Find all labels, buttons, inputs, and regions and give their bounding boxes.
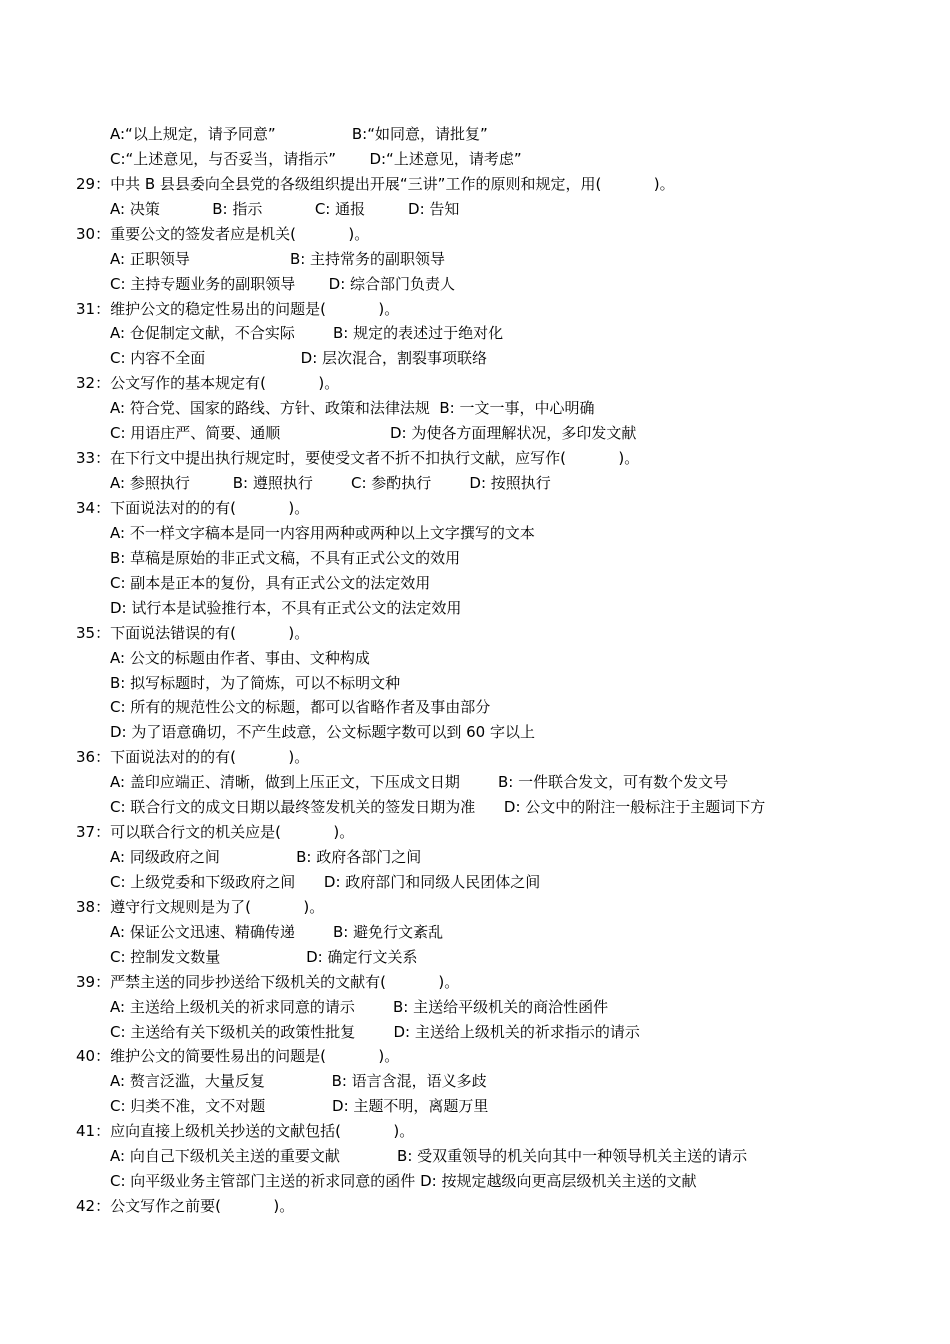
option-line: A: 赘言泛滥，大量反复 B: 语言含混，语义多歧 xyxy=(110,1072,487,1091)
option-line: C: 副本是正本的复份，具有正式公文的法定效用 xyxy=(110,573,431,592)
option-line: A: 仓促制定文献，不合实际 B: 规定的表述过于绝对化 xyxy=(110,324,504,343)
option-line: A: 同级政府之间 B: 政府各部门之间 xyxy=(110,848,422,866)
question-line: 30：重要公文的签发者应是机关( )。 xyxy=(76,224,370,243)
question-line: 38：遵守行文规则是为了( )。 xyxy=(76,897,325,916)
option-line: C: 所有的规范性公文的标题，都可以省略作者及事由部分 xyxy=(110,698,491,717)
option-line: C: 控制发文数量 D: 确定行文关系 xyxy=(110,947,418,966)
option-line: C: 内容不全面 D: 层次混合，割裂事项联络 xyxy=(110,349,488,368)
option-line: A: 决策 B: 指示 C: 通报 D: 告知 xyxy=(110,199,460,218)
option-line: A: 主送给上级机关的祈求同意的请示 B: 主送给平级机关的商洽性函件 xyxy=(110,997,609,1016)
question-line: 39：严禁主送的同步抄送给下级机关的文献有( )。 xyxy=(76,972,460,991)
option-line: B: 草稿是原始的非正式文稿，不具有正式公文的效用 xyxy=(110,548,461,567)
option-line: A: 公文的标题由作者、事由、文种构成 xyxy=(110,648,370,667)
option-line: A: 正职领导 B: 主持常务的副职领导 xyxy=(110,249,446,268)
question-line: 33：在下行文中提出执行规定时，要使受文者不折不扣执行文献，应写作( )。 xyxy=(76,449,640,468)
option-line: C: 联合行文的成文日期以最终签发机关的签发日期为准 D: 公文中的附注一般标注于主题词下方 xyxy=(110,798,766,817)
option-line: A: 保证公文迅速、精确传递 B: 避免行文紊乱 xyxy=(110,922,444,941)
question-line: 36：下面说法对的的有( )。 xyxy=(76,748,310,767)
option-line: A: 向自己下级机关主送的重要文献 B: 受双重领导的机关向其中一种领导机关主送的请示 xyxy=(110,1147,748,1166)
option-line: C: 主持专题业务的副职领导 D: 综合部门负责人 xyxy=(110,274,456,293)
question-line: 29：中共 B 县县委向全县党的各级组织提出开展“三讲”工作的原则和规定，用( )。 xyxy=(76,174,675,193)
question-line: 41：应向直接上级机关抄送的文献包括( )。 xyxy=(76,1122,415,1141)
option-line: D: 为了语意确切，不产生歧意，公文标题字数可以到 60 字以上 xyxy=(110,723,535,742)
option-line: D: 试行本是试验推行本，不具有正式公文的法定效用 xyxy=(110,598,462,617)
option-line: A: 不一样文字稿本是同一内容用两种或两种以上文字撰写的文本 xyxy=(110,523,535,542)
option-line: B: 拟写标题时，为了简炼，可以不标明文种 xyxy=(110,673,401,692)
question-line: 40：维护公文的简要性易出的问题是( )。 xyxy=(76,1047,400,1066)
option-line: A: 盖印应端正、清晰，做到上压正文，下压成文日期 B: 一件联合发文，可有数个发文号 xyxy=(110,773,729,792)
question-line: 35：下面说法错误的有( )。 xyxy=(76,623,310,642)
option-line: C: 用语庄严、简要、通顺 D: 为使各方面理解状况，多印发文献 xyxy=(110,424,637,443)
option-line: C: 归类不准，文不对题 D: 主题不明，离题万里 xyxy=(110,1097,489,1116)
option-line: A: 符合党、国家的路线、方针、政策和法律法规 B: 一文一事，中心明确 xyxy=(110,399,595,418)
option-line: C: 向平级业务主管部门主送的祈求同意的函件 D: 按规定越级向更高层级机关主送的文献 xyxy=(110,1172,697,1191)
option-line: A:“以上规定，请予同意” B:“如同意，请批复” xyxy=(110,125,488,143)
question-line: 37：可以联合行文的机关应是( )。 xyxy=(76,823,355,841)
question-line: 34：下面说法对的的有( )。 xyxy=(76,498,310,517)
option-line: C: 主送给有关下级机关的政策性批复 D: 主送给上级机关的祈求指示的请示 xyxy=(110,1022,640,1041)
option-line: C: 上级党委和下级政府之间 D: 政府部门和同级人民团体之间 xyxy=(110,872,541,891)
question-line: 32：公文写作的基本规定有( )。 xyxy=(76,374,340,393)
question-line: 42：公文写作之前要( )。 xyxy=(76,1197,295,1215)
option-line: A: 参照执行 B: 遵照执行 C: 参酌执行 D: 按照执行 xyxy=(110,474,551,492)
question-line: 31：维护公文的稳定性易出的问题是( )。 xyxy=(76,299,400,318)
option-line: C:“上述意见，与否妥当，请指示” D:“上述意见，请考虑” xyxy=(110,149,522,168)
